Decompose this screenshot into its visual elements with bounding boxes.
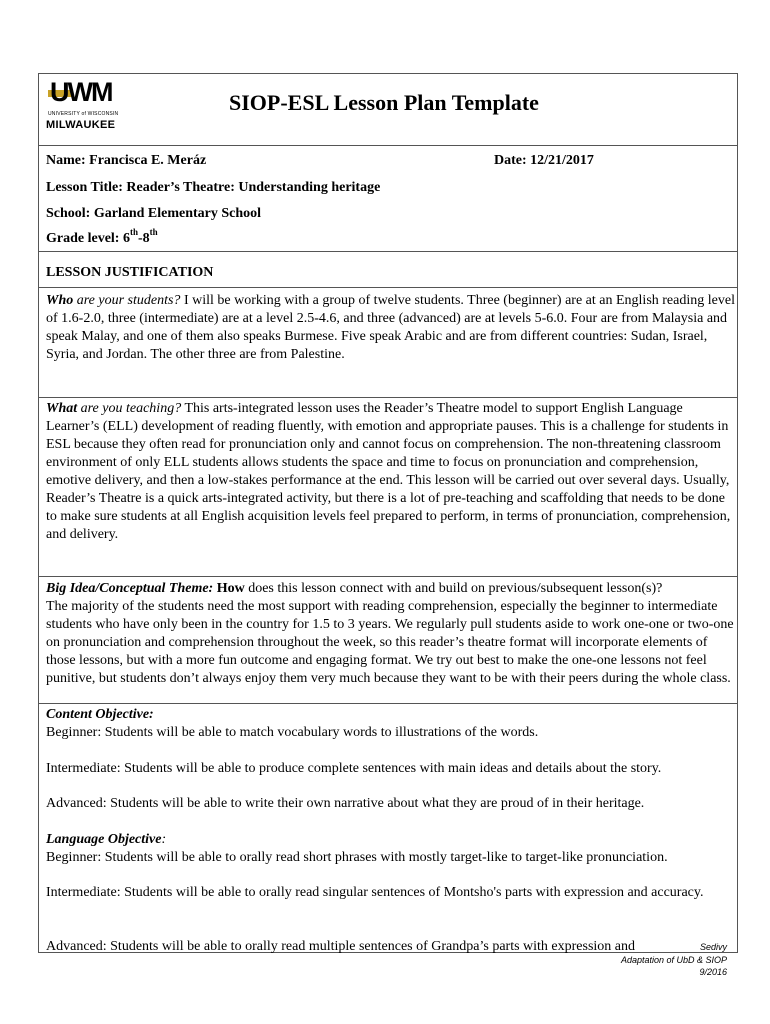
page-title: SIOP-ESL Lesson Plan Template [229,90,539,115]
divider [38,703,738,704]
who-students-section: Who are your students? I will be working with a group of twelve students. Three (beginner) are at an English reading level of 1.6-2.0, three (intermediate) are at a level 2.5-4.6, and three (advanced) are at levels 5-6.0. Four are from Malaysia and speak Malay, and one of them also speaks Burmese. Five speak Arabic and are from different countries: Sudan, Israel, Syria, and Jordan. The other three are from Palestine. [46,293,735,362]
logo-university: UNIVERSITY of WISCONSIN [48,111,119,117]
school-name: School: Garland Elementary School [46,206,262,221]
footer-adaptation: Adaptation of UbD & SIOP [620,955,727,965]
big-idea-section: Big Idea/Conceptual Theme: How does this lesson connect with and build on previous/subsequent lesson(s)? The majority of the students need the most support with reading comprehension, especially the beginner to intermediate students who have only been in the country for 1.5 to 3 years. We regularly pull students aside to work one-one or two-one on pronunciation and comprehension throughout the week, so this reader’s theatre format will incorporate elements of those lessons, but with a more fun outcome and engaging format. We try out best to make the one-one lessons not feel punitive, but students don’t always enjoy them very much because they want to be with their peers during the whole class. [46,581,734,686]
content-objective-beginner: Beginner: Students will be able to match vocabulary words to illustrations of the words. [46,725,539,740]
lesson-date: Date: 12/21/2017 [494,153,594,168]
logo-city: MILWAUKEE [46,119,116,131]
grade-level: Grade level: 6th-8th [46,227,158,246]
content-objective-intermediate: Intermediate: Students will be able to produce complete sentences with main ideas and details about the story. [46,761,662,776]
divider [38,576,738,577]
lesson-title: Lesson Title: Reader’s Theatre: Understanding heritage [46,180,381,195]
footer-author: Sedivy [699,942,727,952]
logo-wordmark: UWM [50,77,112,107]
content-objective-heading: Content Objective: [46,707,154,722]
divider [38,287,738,288]
what-teaching-section: What are you teaching? This arts-integrated lesson uses the Reader’s Theatre model to support English Language Learner’s (ELL) development of reading fluently, with emotion and appropriate pauses. This is a challenge for students in ESL because they often read for pronunciation only and cannot focus on comprehension. The non-threatening classroom environment of only ELL students allows students the space and time to focus on pronunciation and comprehension, emotive delivery, and then a low-stakes performance at the end. This lesson will be carried out over several days. Usually, Reader’s Theatre is a quick arts-integrated activity, but there is a lot of pre-teaching and scaffolding that needs to be done to make sure students at all English acquisition levels feel prepared to perform, in terms of pronunciation, comprehension, and delivery. [46,401,731,542]
divider [38,145,738,146]
uwm-logo [46,77,122,139]
footer-date: 9/2016 [699,967,727,977]
language-objective-intermediate: Intermediate: Students will be able to orally read singular sentences of Montsho's parts with expression and accuracy. [46,885,704,900]
language-objective-beginner: Beginner: Students will be able to orally read short phrases with mostly target-like to target-like pronunciation. [46,850,668,865]
divider [38,397,738,398]
divider [38,251,738,252]
content-objective-advanced: Advanced: Students will be able to write their own narrative about what they are proud of in their heritage. [46,796,645,811]
justification-heading: LESSON JUSTIFICATION [46,265,214,280]
teacher-name: Name: Francisca E. Meráz [46,153,207,168]
language-objective-heading: Language Objective: [46,832,167,847]
language-objective-advanced: Advanced: Students will be able to orally read multiple sentences of Grandpa’s parts with expression and [46,939,636,954]
